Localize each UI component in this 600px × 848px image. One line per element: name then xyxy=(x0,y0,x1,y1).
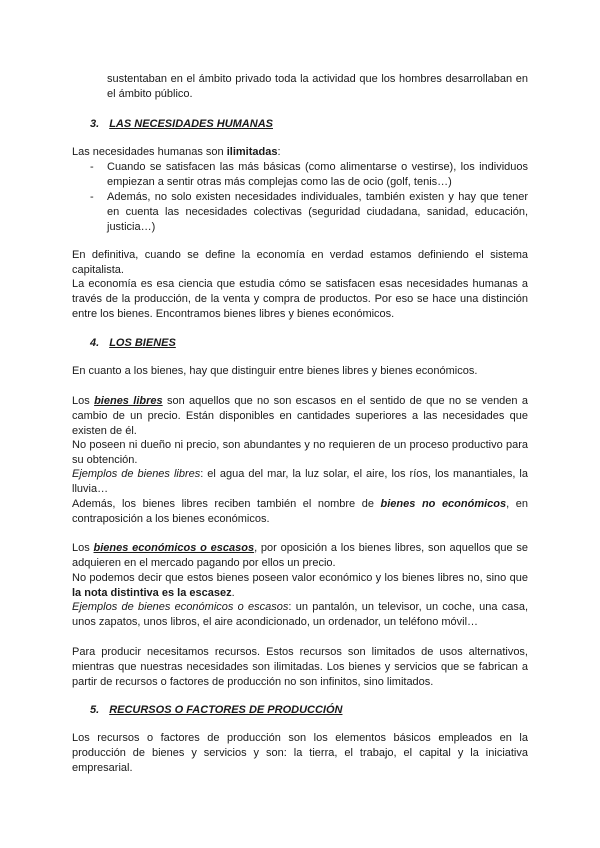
text: son aquellos que no son escasos en el sentido de que no se venden a cambio de un precio. Están disponibles en cantidades superiores a las necesidades que existen de él. xyxy=(72,395,528,437)
examples-label: Ejemplos de bienes económicos o escasos xyxy=(72,601,289,613)
section-4-number: 4. xyxy=(90,337,100,349)
recursos-paragraph: Para producir necesitamos recursos. Estos recursos son limitados de usos alternativos, mientras que nuestras necesidades son ilimitadas. Los bienes y servicios que se fabrican a partir de recursos o factores de producción no son infinitos, sino limitados. xyxy=(72,646,528,688)
s3-intro-bold: ilimitadas xyxy=(226,146,278,158)
section-5-number: 5. xyxy=(90,704,100,716)
section-5-heading xyxy=(90,703,342,718)
section-3-title: LAS NECESIDADES HUMANAS xyxy=(109,118,273,130)
bullet-dash: - xyxy=(90,191,94,203)
s3-paragraph-2: La economía es esa ciencia que estudia cómo se satisfacen esas necesidades humanas a través de la producción, de la venta y compra de productos. Por eso se hace una distinción entre los bienes. Encontramos bienes libres y bienes económicos. xyxy=(72,278,528,320)
section-5-title: RECURSOS O FACTORES DE PRODUCCIÓN xyxy=(109,704,343,716)
section-4-heading xyxy=(90,336,176,351)
s3-intro xyxy=(72,145,528,160)
s3-bullet-1 xyxy=(90,160,528,190)
examples-text: : el agua del mar, la luz solar, el aire, los ríos, los manantiales, la lluvia… xyxy=(72,468,528,495)
s3-intro-colon: : xyxy=(277,146,281,158)
bienes-economicos-p2 xyxy=(72,571,528,601)
bienes-libres-p2: No poseen ni dueño ni precio, son abundantes y no requieren de un proceso productivo para su obtención. xyxy=(72,439,528,466)
bullet-text: Cuando se satisfacen las más básicas (como alimentarse o vestirse), los individuos empiezan a sentir otras más complejas como las de ocio (golf, tenis…) xyxy=(107,161,528,188)
bienes-libres-examples xyxy=(72,467,528,497)
text: Los xyxy=(72,395,95,407)
bienes-economicos-term: bienes económicos o escasos xyxy=(93,542,255,554)
nota-distintiva: la nota distintiva es la escasez xyxy=(72,587,232,599)
bullet-text: Además, no solo existen necesidades individuales, también existen y hay que tener en cuenta las necesidades colectivas (seguridad ciudadana, sanidad, educación, justicia…) xyxy=(107,191,528,233)
bienes-economicos-def xyxy=(72,541,528,571)
s3-intro-text: Las necesidades humanas son xyxy=(72,146,227,158)
s5-paragraph-1: Los recursos o factores de producción son los elementos básicos empleados en la producción de bienes y servicios y son: la tierra, el trabajo, el capital y la iniciativa empresarial. xyxy=(72,732,528,774)
text: , por oposición a los bienes libres, son aquellos que se adquieren en el mercado pagando por ellos un precio. xyxy=(72,542,528,569)
bienes-libres-term: bienes libres xyxy=(94,395,163,407)
bullet-dash: - xyxy=(90,161,94,173)
s4-intro: En cuanto a los bienes, hay que distinguir entre bienes libres y bienes económicos. xyxy=(72,365,478,377)
text: . xyxy=(231,587,235,599)
section-3-heading xyxy=(90,117,273,132)
text: Además, los bienes libres reciben también el nombre de xyxy=(72,498,381,510)
examples-text: : un pantalón, un televisor, un coche, una casa, unos zapatos, unos libros, el aire acondicionado, un ordenador, un teléfono móvil… xyxy=(72,601,529,628)
section-4-title: LOS BIENES xyxy=(109,337,176,349)
examples-label: Ejemplos de bienes libres xyxy=(72,468,201,480)
text: , en contraposición a los bienes económicos. xyxy=(72,498,528,525)
bienes-economicos-examples xyxy=(72,600,528,630)
bienes-libres-def xyxy=(72,394,528,439)
s3-bullet-2 xyxy=(90,190,528,235)
text: Los xyxy=(72,542,94,554)
section-3-number: 3. xyxy=(90,118,100,130)
bienes-libres-ademas xyxy=(72,497,528,527)
text: No podemos decir que estos bienes poseen valor económico y los bienes libres no, sino que xyxy=(72,572,528,584)
continuation-paragraph: sustentaban en el ámbito privado toda la actividad que los hombres desarrollaban en el ámbito público. xyxy=(107,73,528,100)
s3-paragraph-1: En definitiva, cuando se define la economía en verdad estamos definiendo el sistema capitalista. xyxy=(72,249,528,276)
bienes-no-economicos-term: bienes no económicos xyxy=(380,498,507,510)
